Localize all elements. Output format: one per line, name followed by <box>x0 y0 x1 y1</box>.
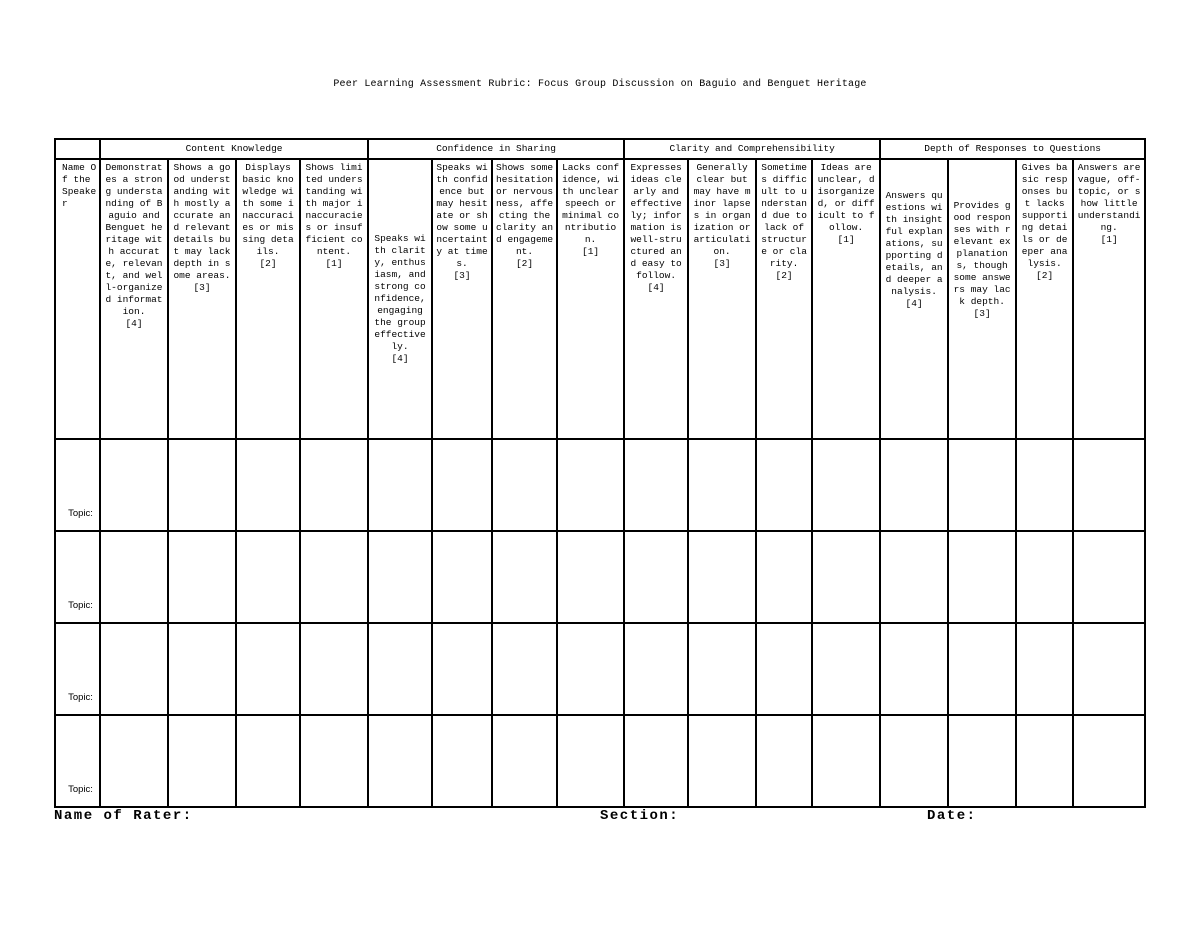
score-cell[interactable] <box>300 715 368 807</box>
score-cell[interactable] <box>168 715 236 807</box>
score-cell[interactable] <box>1016 531 1073 623</box>
score-cell[interactable] <box>368 531 432 623</box>
score-cell[interactable] <box>236 715 300 807</box>
score-cell[interactable] <box>100 623 168 715</box>
score-cell[interactable] <box>100 715 168 807</box>
criteria-row <box>55 159 1145 439</box>
score-cell[interactable] <box>688 715 756 807</box>
criterion-score: [1] <box>325 258 343 269</box>
criterion-cell <box>756 159 812 439</box>
score-cell[interactable] <box>756 715 812 807</box>
rubric-table <box>54 138 1146 808</box>
score-cell[interactable] <box>492 439 557 531</box>
criterion-text: Lacks confidence, with unclear speech or minimal contribution. <box>562 162 620 245</box>
score-cell[interactable] <box>756 623 812 715</box>
criterion-score: [2] <box>259 258 277 269</box>
score-cell[interactable] <box>557 715 624 807</box>
criterion-text: Generally clear but may have minor lapses in organization or articulation. <box>693 162 751 257</box>
score-cell[interactable] <box>1073 623 1145 715</box>
score-cell[interactable] <box>948 623 1016 715</box>
speaker-row <box>55 439 1145 531</box>
criterion-cell <box>1016 159 1073 439</box>
criterion-cell <box>880 159 948 439</box>
criterion-score: [2] <box>775 270 793 281</box>
category-depth-of-responses: Depth of Responses to Questions <box>880 139 1145 159</box>
score-cell[interactable] <box>492 531 557 623</box>
speaker-row <box>55 531 1145 623</box>
score-cell[interactable] <box>236 623 300 715</box>
criterion-text: Answers questions with insightful explanations, supporting details, and deeper analysis. <box>885 190 943 297</box>
criterion-text: Speaks with confidence but may hesitate or show some uncertainty at times. <box>436 162 488 269</box>
criterion-cell <box>948 159 1016 439</box>
score-cell[interactable] <box>624 623 688 715</box>
score-cell[interactable] <box>880 715 948 807</box>
category-confidence-in-sharing: Confidence in Sharing <box>368 139 624 159</box>
score-cell[interactable] <box>812 531 880 623</box>
criterion-score: [3] <box>973 308 991 319</box>
topic-cell[interactable]: Topic: <box>55 623 100 715</box>
score-cell[interactable] <box>880 531 948 623</box>
speaker-row <box>55 715 1145 807</box>
criterion-text: Displays basic knowledge with some inaccuracies or missing details. <box>242 162 294 257</box>
name-of-speaker-header: Name Of the Speaker <box>55 159 100 439</box>
category-content-knowledge: Content Knowledge <box>100 139 368 159</box>
page-title: Peer Learning Assessment Rubric: Focus Group Discussion on Baguio and Benguet Heritage <box>333 79 867 90</box>
criterion-cell <box>432 159 492 439</box>
score-cell[interactable] <box>812 439 880 531</box>
score-cell[interactable] <box>368 623 432 715</box>
score-cell[interactable] <box>368 439 432 531</box>
score-cell[interactable] <box>557 439 624 531</box>
score-cell[interactable] <box>432 623 492 715</box>
criterion-score: [4] <box>647 282 665 293</box>
criterion-text: Shows a good understanding with mostly accurate and relevant details but may lack depth in some areas. <box>173 162 231 281</box>
score-cell[interactable] <box>624 439 688 531</box>
score-cell[interactable] <box>168 531 236 623</box>
section-label: Section: <box>600 808 680 824</box>
criterion-cell <box>100 159 168 439</box>
score-cell[interactable] <box>492 623 557 715</box>
score-cell[interactable] <box>432 715 492 807</box>
criterion-score: [3] <box>713 258 731 269</box>
score-cell[interactable] <box>756 439 812 531</box>
criterion-text: Speaks with clarity, enthusiasm, and strong confidence, engaging the group effectively. <box>374 233 426 352</box>
score-cell[interactable] <box>1073 531 1145 623</box>
criterion-text: Ideas are unclear, disorganized, or difficult to follow. <box>817 162 875 233</box>
criterion-text: Shows limited understanding with major inaccuracies or insufficient content. <box>305 162 363 257</box>
score-cell[interactable] <box>688 623 756 715</box>
score-cell[interactable] <box>812 715 880 807</box>
criterion-cell <box>236 159 300 439</box>
criterion-score: [1] <box>582 246 600 257</box>
category-header-row <box>55 139 1145 159</box>
criterion-text: Demonstrates a strong understanding of Baguio and Benguet heritage with accurate, relevant, and well-organized information. <box>105 162 163 317</box>
criterion-score: [2] <box>1036 270 1054 281</box>
criterion-cell <box>168 159 236 439</box>
score-cell[interactable] <box>812 623 880 715</box>
criterion-cell <box>1073 159 1145 439</box>
score-cell[interactable] <box>880 623 948 715</box>
criterion-text: Provides good responses with relevant explanations, though some answers may lack depth. <box>953 200 1011 307</box>
score-cell[interactable] <box>368 715 432 807</box>
criterion-score: [3] <box>193 282 211 293</box>
score-cell[interactable] <box>948 715 1016 807</box>
criterion-cell <box>688 159 756 439</box>
rater-name-label: Name of Rater: <box>54 808 193 824</box>
score-cell[interactable] <box>168 623 236 715</box>
score-cell[interactable] <box>100 531 168 623</box>
criterion-text: Gives basic responses but lacks supporting details or deeper analysis. <box>1021 162 1068 269</box>
criterion-cell <box>812 159 880 439</box>
criterion-score: [4] <box>905 298 923 309</box>
score-cell[interactable] <box>300 439 368 531</box>
score-cell[interactable] <box>236 531 300 623</box>
score-cell[interactable] <box>557 531 624 623</box>
score-cell[interactable] <box>1016 715 1073 807</box>
score-cell[interactable] <box>688 439 756 531</box>
criterion-text: Sometimes difficult to understand due to lack of structure or clarity. <box>761 162 807 269</box>
criterion-cell <box>492 159 557 439</box>
score-cell[interactable] <box>756 531 812 623</box>
criterion-score: [2] <box>515 258 534 269</box>
score-cell[interactable] <box>300 623 368 715</box>
score-cell[interactable] <box>1073 439 1145 531</box>
score-cell[interactable] <box>1073 715 1145 807</box>
corner-cell <box>55 139 100 159</box>
topic-cell[interactable]: Topic: <box>55 531 100 623</box>
score-cell[interactable] <box>300 531 368 623</box>
score-cell[interactable] <box>432 531 492 623</box>
score-cell[interactable] <box>492 715 557 807</box>
criterion-cell <box>300 159 368 439</box>
speaker-row <box>55 623 1145 715</box>
category-clarity-and-comprehensibility: Clarity and Comprehensibility <box>624 139 880 159</box>
criterion-score: [1] <box>837 234 855 245</box>
criterion-score: [1] <box>1100 234 1118 245</box>
score-cell[interactable] <box>100 439 168 531</box>
criterion-text: Answers are vague, off-topic, or show little understanding. <box>1077 162 1141 233</box>
score-cell[interactable] <box>168 439 236 531</box>
score-cell[interactable] <box>432 439 492 531</box>
criterion-score: [3] <box>453 270 471 281</box>
score-cell[interactable] <box>1016 439 1073 531</box>
criterion-cell <box>557 159 624 439</box>
score-cell[interactable] <box>624 531 688 623</box>
criterion-score: [4] <box>391 353 409 364</box>
score-cell[interactable] <box>688 531 756 623</box>
topic-cell[interactable]: Topic: <box>55 715 100 807</box>
score-cell[interactable] <box>557 623 624 715</box>
score-cell[interactable] <box>1016 623 1073 715</box>
date-label: Date: <box>927 808 977 824</box>
criterion-text: Shows some hesitation or nervousness, affecting the clarity and engagement. <box>496 162 554 257</box>
score-cell[interactable] <box>948 531 1016 623</box>
criterion-cell <box>368 159 432 439</box>
score-cell[interactable] <box>624 715 688 807</box>
criterion-cell <box>624 159 688 439</box>
criterion-score: [4] <box>125 318 143 329</box>
score-cell[interactable] <box>948 439 1016 531</box>
topic-cell[interactable]: Topic: <box>55 439 100 531</box>
criterion-text: Expresses ideas clearly and effectively; information is well-structured and easy to follow. <box>630 162 682 281</box>
score-cell[interactable] <box>880 439 948 531</box>
score-cell[interactable] <box>236 439 300 531</box>
